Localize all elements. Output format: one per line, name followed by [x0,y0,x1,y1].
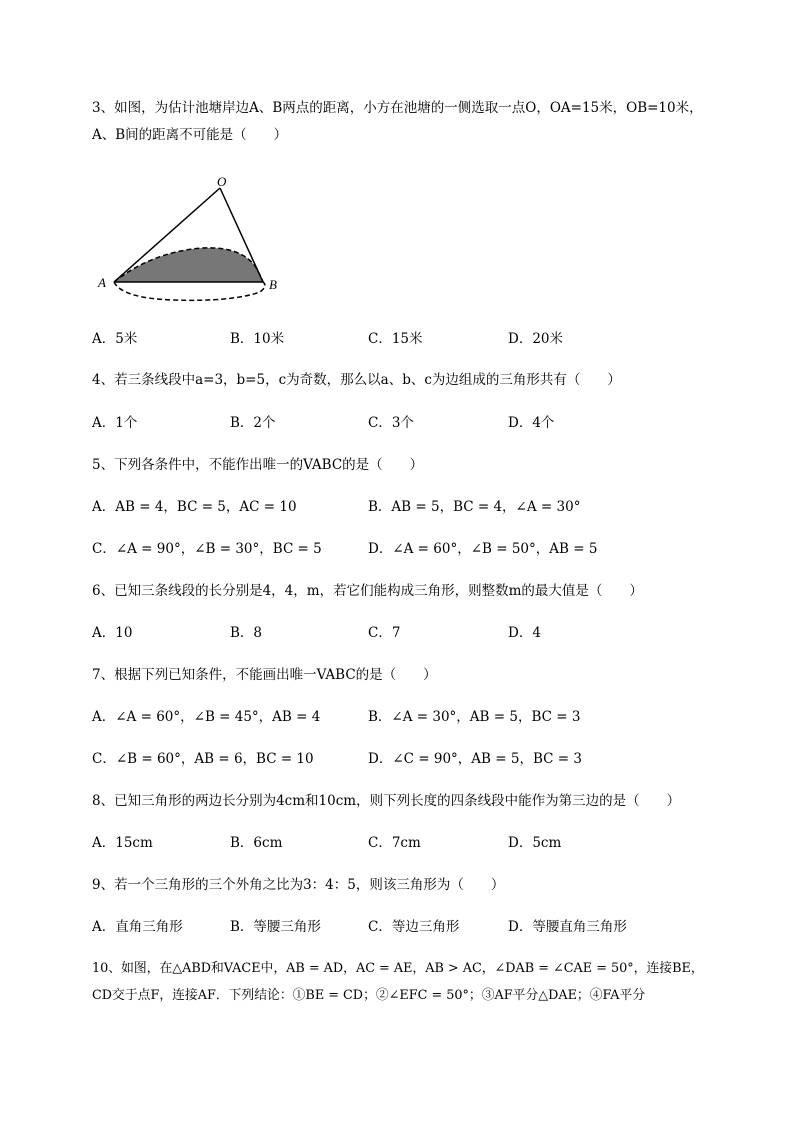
q8-option-d: D．5cm [508,835,562,851]
q8-option-c: C．7cm [368,835,421,851]
q3-option-a: A．5米 [92,331,138,347]
q4-option-d: D．4个 [508,415,555,431]
q6-option-b: B．8 [230,625,263,641]
q7-option-a: A．∠A = 60°，∠B = 45°，AB = 4 [92,709,321,725]
pond-lower-dashed [114,282,265,300]
q10-stem-line1: 10、如图，在△ABD和VACE中，AB = AD，AC = AE，AB > AC，∠DAB = ∠CAE = 50°，连接BE， [92,961,704,976]
q6-option-d: D．4 [508,625,541,641]
q10-stem-line2: CD交于点F，连接AF．下列结论：①BE = CD；②∠EFC = 50°；③AF平分△DAE；④FA平分 [92,988,646,1003]
q3-pond-figure [92,170,292,310]
label-b: B [269,277,277,292]
q5-option-a: A．AB = 4，BC = 5，AC = 10 [92,499,297,515]
q3-option-c: C．15米 [368,331,423,347]
q5-option-b: B．AB = 5，BC = 4，∠A = 30° [368,499,581,515]
q3-option-b: B．10米 [230,331,285,347]
q7-stem: 7、根据下列已知条件，不能画出唯一VABC的是（ ） [92,667,437,683]
q9-stem: 9、若一个三角形的三个外角之比为3：4：5，则该三角形为（ ） [92,877,505,893]
label-o: O [217,174,227,189]
q4-option-c: C．3个 [368,415,414,431]
q5-stem: 5、下列各条件中，不能作出唯一的VABC的是（ ） [92,457,424,473]
q8-option-a: A．15cm [92,835,153,851]
q4-option-b: B．2个 [230,415,276,431]
q6-option-c: C．7 [368,625,401,641]
q7-option-b: B．∠A = 30°，AB = 5，BC = 3 [368,709,581,725]
q7-option-c: C．∠B = 60°，AB = 6，BC = 10 [92,751,314,767]
q8-option-b: B．6cm [230,835,283,851]
q5-option-c: C．∠A = 90°，∠B = 30°，BC = 5 [92,541,322,557]
q9-option-c: C．等边三角形 [368,919,460,935]
q7-option-d: D．∠C = 90°，AB = 5，BC = 3 [368,751,582,767]
q3-stem-line1: 3、如图，为估计池塘岸边A、B两点的距离，小方在池塘的一侧选取一点O，OA=15米，OB=10米， [92,100,703,116]
q3-option-d: D．20米 [508,331,564,347]
q4-option-a: A．1个 [92,415,138,431]
pond-shaded-region [114,248,263,282]
q3-stem-line2: A、B间的距离不可能是（ ） [92,127,288,143]
q8-stem: 8、已知三角形的两边长分别为4cm和10cm，则下列长度的四条线段中能作为第三边的是（ ） [92,793,681,809]
q4-stem: 4、若三条线段中a=3，b=5，c为奇数，那么以a、b、c为边组成的三角形共有（ ） [92,372,621,388]
q9-option-b: B．等腰三角形 [230,919,321,935]
q5-option-d: D．∠A = 60°，∠B = 50°，AB = 5 [368,541,598,557]
q9-option-a: A．直角三角形 [92,919,183,935]
q6-option-a: A．10 [92,625,133,641]
label-a: A [98,275,106,290]
q9-option-d: D．等腰直角三角形 [508,919,627,935]
q6-stem: 6、已知三条线段的长分别是4，4，m，若它们能构成三角形，则整数m的最大值是（ ） [92,583,643,599]
